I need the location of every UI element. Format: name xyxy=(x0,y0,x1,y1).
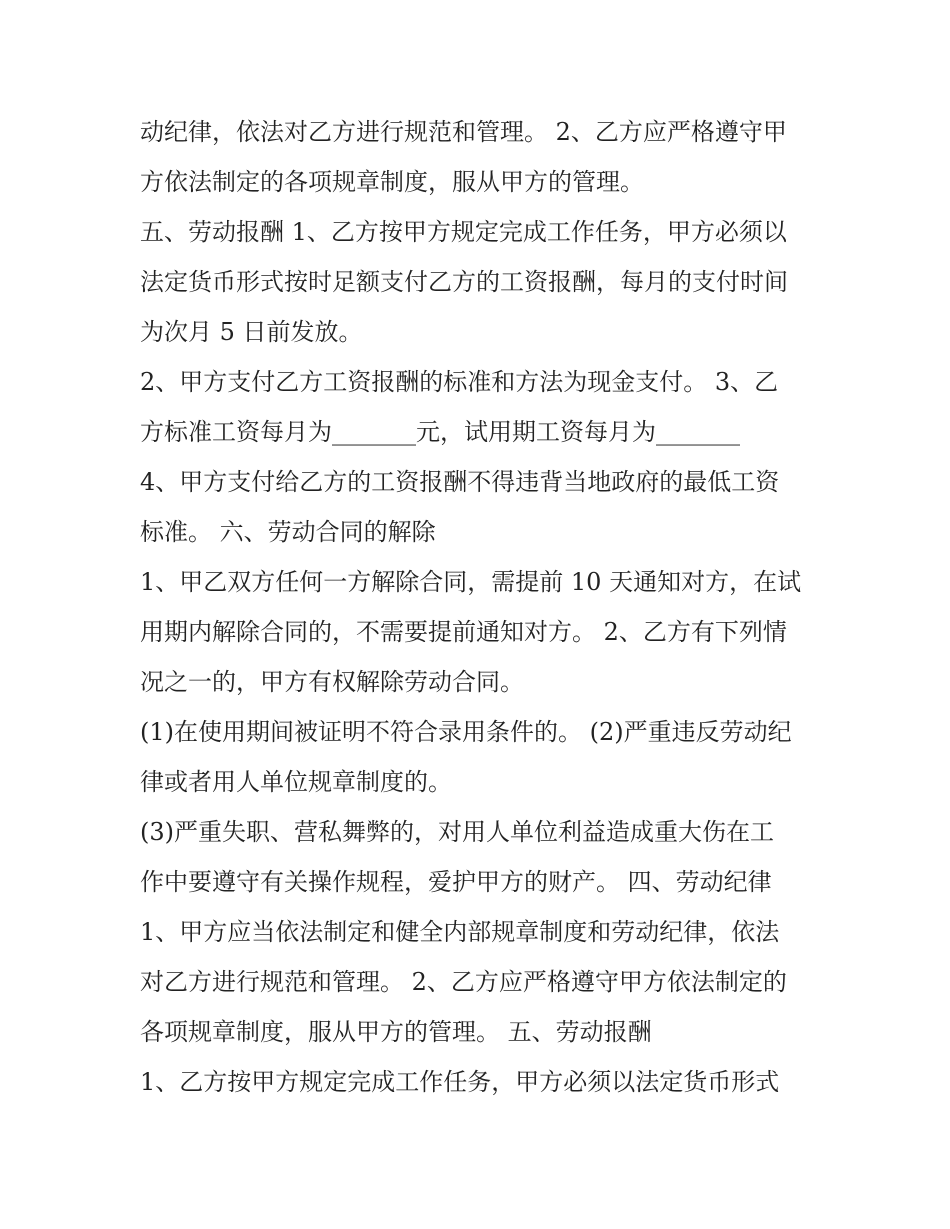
text-line: 4、甲方支付给乙方的工资报酬不得违背当地政府的最低工资 xyxy=(140,468,780,496)
text-line: 1、甲方应当依法制定和健全内部规章制度和劳动纪律，依法 xyxy=(140,918,780,946)
text-line: 1、甲乙双方任何一方解除合同，需提前 10 天通知对方，在试 xyxy=(140,568,802,596)
text-line: 用期内解除合同的，不需要提前通知对方。 2、乙方有下列情 xyxy=(140,618,787,646)
text-line: 作中要遵守有关操作规程，爱护甲方的财产。 四、劳动纪律 xyxy=(140,868,772,896)
text-line: 2、甲方支付乙方工资报酬的标准和方法为现金支付。 3、乙 xyxy=(140,368,779,396)
text-line: 五、劳动报酬 1、乙方按甲方规定完成工作任务，甲方必须以 xyxy=(140,218,787,246)
text-line: 动纪律，依法对乙方进行规范和管理。 2、乙方应严格遵守甲 xyxy=(140,118,787,146)
text-line: 方标准工资每月为_______元，试用期工资每月为_______ xyxy=(140,418,740,446)
text-line: 对乙方进行规范和管理。 2、乙方应严格遵守甲方依法制定的 xyxy=(140,968,787,996)
text-line: 方依法制定的各项规章制度，服从甲方的管理。 xyxy=(140,168,644,196)
text-line: 为次月 5 日前发放。 xyxy=(140,318,363,346)
text-line: 况之一的，甲方有权解除劳动合同。 xyxy=(140,668,524,696)
text-line: 1、乙方按甲方规定完成工作任务，甲方必须以法定货币形式 xyxy=(140,1068,780,1096)
text-line: (3)严重失职、营私舞弊的，对用人单位利益造成重大伤在工 xyxy=(140,818,774,846)
text-line: 律或者用人单位规章制度的。 xyxy=(140,768,452,796)
text-line: 法定货币形式按时足额支付乙方的工资报酬，每月的支付时间 xyxy=(140,268,788,296)
text-line: (1)在使用期间被证明不符合录用条件的。 (2)严重违反劳动纪 xyxy=(140,718,792,746)
text-line: 标准。 六、劳动合同的解除 xyxy=(140,518,436,546)
document-body xyxy=(140,107,830,1107)
text-line: 各项规章制度，服从甲方的管理。 五、劳动报酬 xyxy=(140,1018,652,1046)
